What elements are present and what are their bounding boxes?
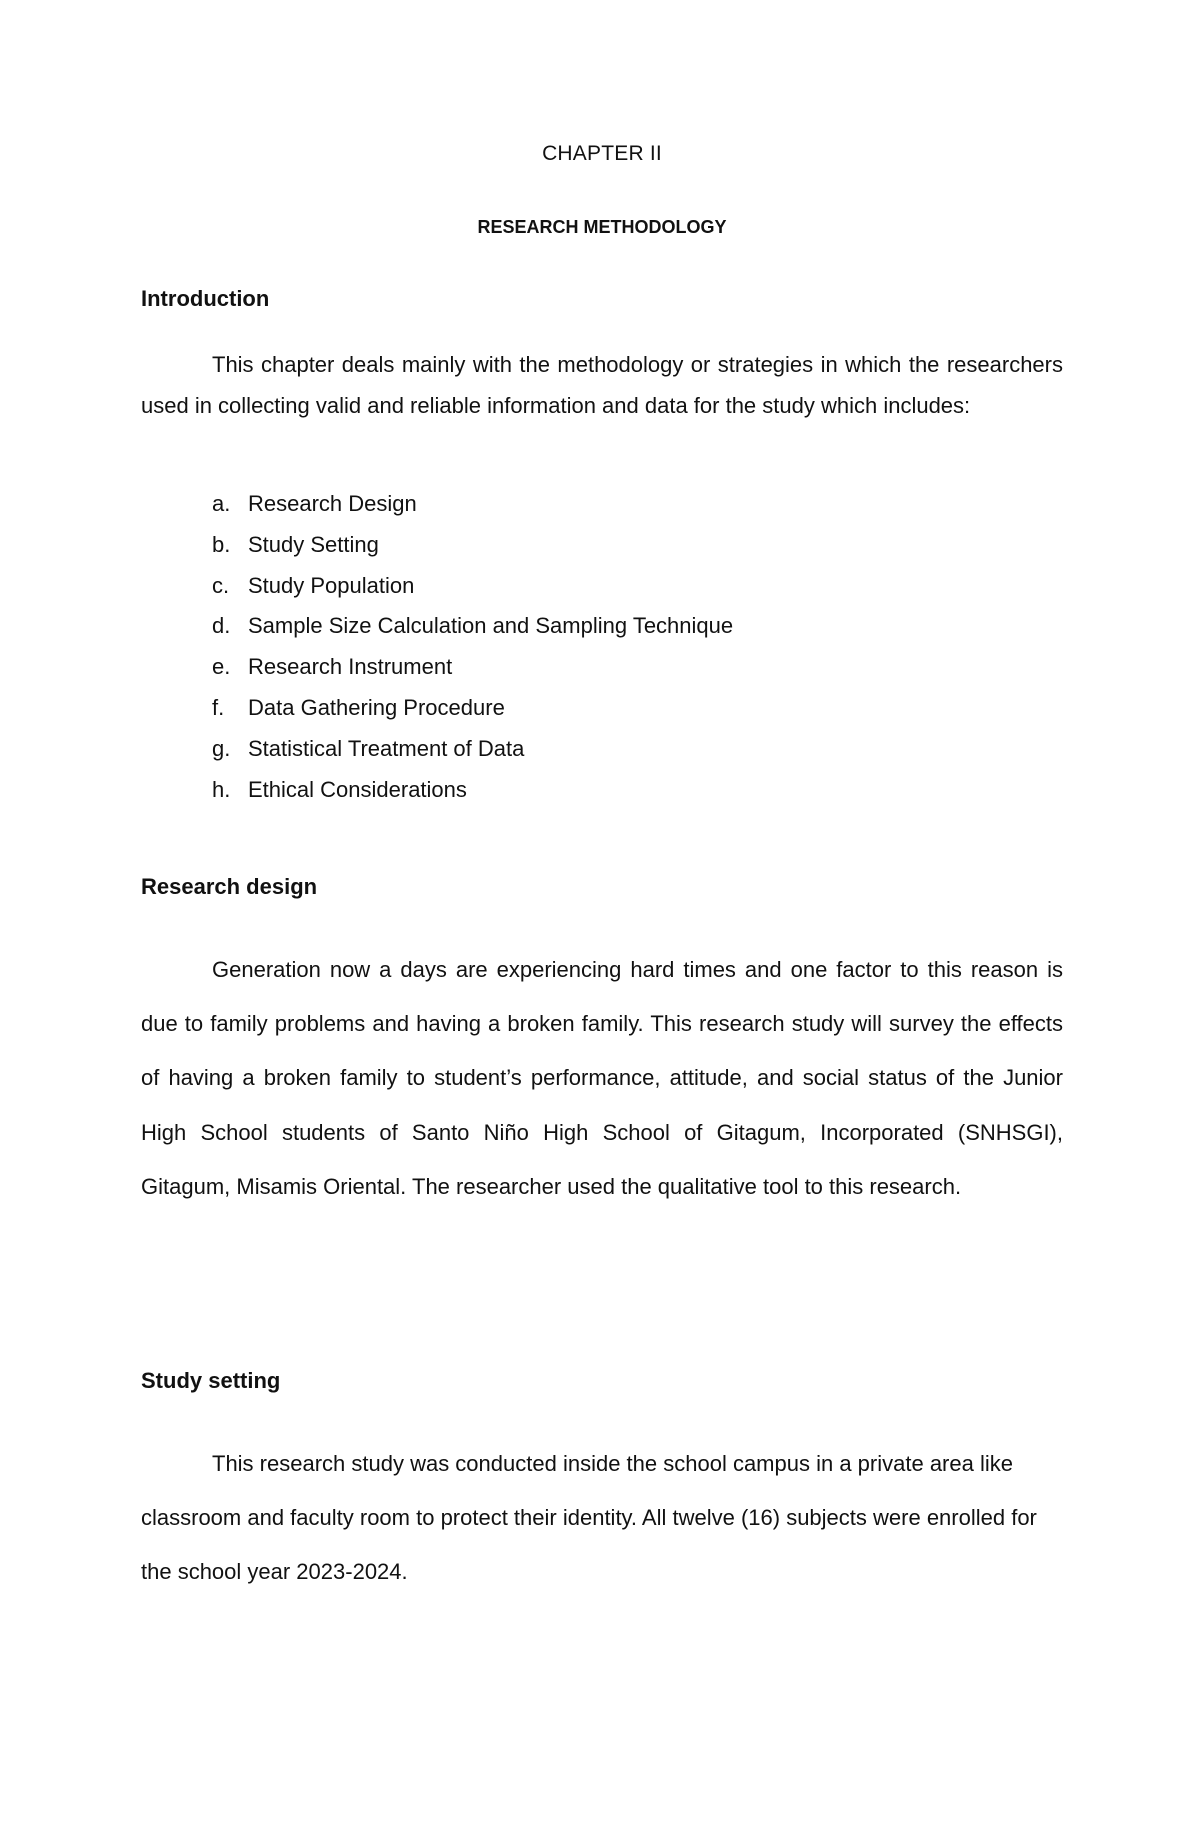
methodology-list: [212, 484, 733, 810]
list-item-label: Research Instrument: [248, 654, 453, 680]
introduction-heading: Introduction: [141, 286, 270, 311]
list-item-label: Study Population: [248, 572, 415, 598]
list-item-letter: c.: [212, 572, 230, 598]
chapter-subtitle: RESEARCH METHODOLOGY: [477, 217, 727, 237]
list-item: [212, 525, 733, 566]
list-item-label: Sample Size Calculation and Sampling Technique: [248, 613, 734, 639]
list-item-label: Statistical Treatment of Data: [248, 735, 525, 761]
list-item-letter: h.: [212, 776, 231, 802]
list-item-label: Research Design: [248, 491, 417, 516]
introduction-paragraph: This chapter deals mainly with the methodology or strategies in which the researchers used in collecting valid and reliable information and data for the study which includes:: [141, 352, 1063, 418]
list-item-letter: b.: [212, 531, 231, 557]
study-setting-paragraph: This research study was conducted inside the school campus in a private area like classroom and faculty room to protect their identity. All twelve (16) subjects were enrolled for the school year 2023-2024.: [141, 1451, 1037, 1585]
list-item-letter: a.: [212, 491, 231, 516]
research-design-heading: Research design: [141, 874, 318, 899]
list-item: [212, 688, 733, 729]
list-item-letter: g.: [212, 735, 231, 761]
list-item: [212, 566, 733, 607]
list-item-letter: e.: [212, 654, 231, 680]
list-item: [212, 647, 733, 688]
list-item-label: Data Gathering Procedure: [248, 694, 505, 720]
list-item-letter: d.: [212, 613, 231, 639]
list-item: [212, 606, 733, 647]
list-item-label: Study Setting: [248, 531, 379, 557]
list-item: [212, 770, 733, 811]
research-design-paragraph: Generation now a days are experiencing hard times and one factor to this reason is due to family problems and having a broken family. This research study will survey the effects of having a broken family to student’s performance, attitude, and social status of the Junior High School students of Santo Niño High School of Gitagum, Incorporated (SNHSGI), Gitagum, Misamis Oriental. The researcher used the qualitative tool to this research.: [141, 957, 1063, 1199]
list-item-letter: f.: [212, 694, 225, 720]
chapter-title: CHAPTER II: [542, 142, 662, 165]
list-item: [212, 484, 733, 525]
study-setting-heading: Study setting: [141, 1368, 281, 1393]
list-item: [212, 729, 733, 770]
list-item-label: Ethical Considerations: [248, 776, 467, 802]
